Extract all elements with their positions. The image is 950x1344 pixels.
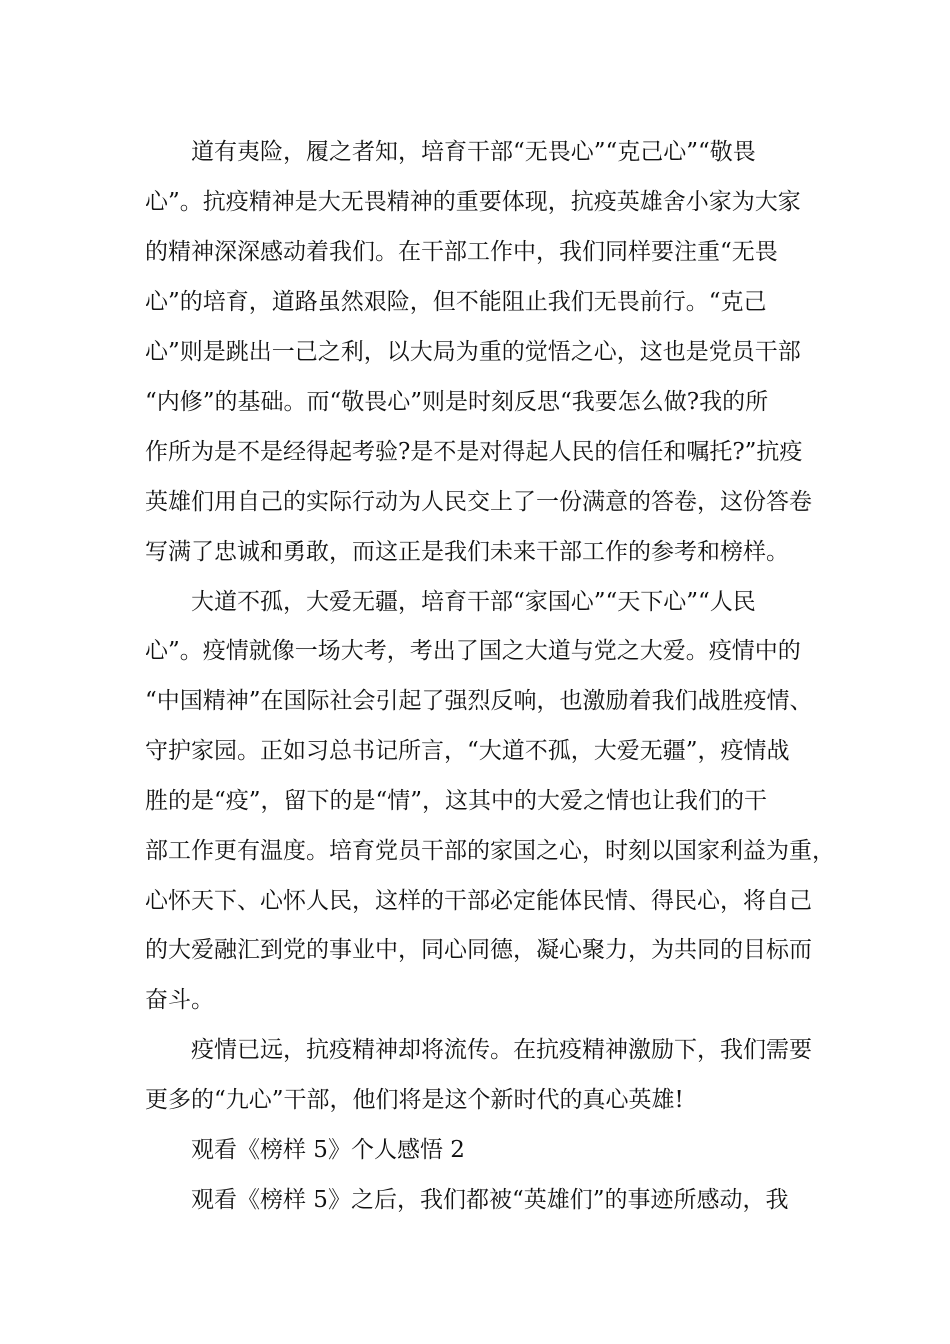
text-line: 心怀天下、心怀人民，这样的干部必定能体民情、得民心，将自己 xyxy=(145,888,812,914)
text-line: 疫情已远，抗疫精神却将流传。在抗疫精神激励下，我们需要 xyxy=(191,1037,812,1063)
text-line: 写满了忠诚和勇敢，而这正是我们未来干部工作的参考和榜样。 xyxy=(145,539,789,565)
text-line: 守护家园。正如习总书记所言，“大道不孤，大爱无疆”，疫情战 xyxy=(145,738,790,764)
text-line: 心”则是跳出一己之利，以大局为重的觉悟之心，这也是党员干部 xyxy=(145,339,801,365)
section-heading: 观看《榜样 5》个人感悟 2 xyxy=(191,1137,465,1163)
text-line: 胜的是“疫”，留下的是“情”，这其中的大爱之情也让我们的干 xyxy=(145,788,768,814)
text-line: 英雄们用自己的实际行动为人民交上了一份满意的答卷，这份答卷 xyxy=(145,489,812,515)
text-line: 部工作更有温度。培育党员干部的家国之心，时刻以国家利益为重， xyxy=(145,838,835,864)
text-line: “中国精神”在国际社会引起了强烈反响，也激励着我们战胜疫情、 xyxy=(145,688,813,714)
text-line: 的大爱融汇到党的事业中，同心同德，凝心聚力，为共同的目标而 xyxy=(145,937,812,963)
text-line: 更多的“九心”干部，他们将是这个新时代的真心英雄! xyxy=(145,1087,684,1113)
text-line: 奋斗。 xyxy=(145,987,214,1013)
text-line: 的精神深深感动着我们。在干部工作中，我们同样要注重“无畏 xyxy=(145,239,778,265)
text-line: 心”。疫情就像一场大考，考出了国之大道与党之大爱。疫情中的 xyxy=(145,638,801,664)
text-line: 心”的培育，道路虽然艰险，但不能阻止我们无畏前行。“克己 xyxy=(145,289,767,315)
text-line: 观看《榜样 5》之后，我们都被“英雄们”的事迹所感动，我 xyxy=(191,1187,789,1213)
text-line: “内修”的基础。而“敬畏心”则是时刻反思“我要怎么做?我的所 xyxy=(145,389,769,415)
text-line: 大道不孤，大爱无疆，培育干部“家国心”“天下心”“人民 xyxy=(191,589,756,615)
text-line: 作所为是不是经得起考验?是不是对得起人民的信任和嘱托?”抗疫 xyxy=(145,439,803,465)
text-line: 心”。抗疫精神是大无畏精神的重要体现，抗疫英雄舍小家为大家 xyxy=(145,189,801,215)
text-line: 道有夷险，履之者知，培育干部“无畏心”“克己心”“敬畏 xyxy=(191,139,756,165)
